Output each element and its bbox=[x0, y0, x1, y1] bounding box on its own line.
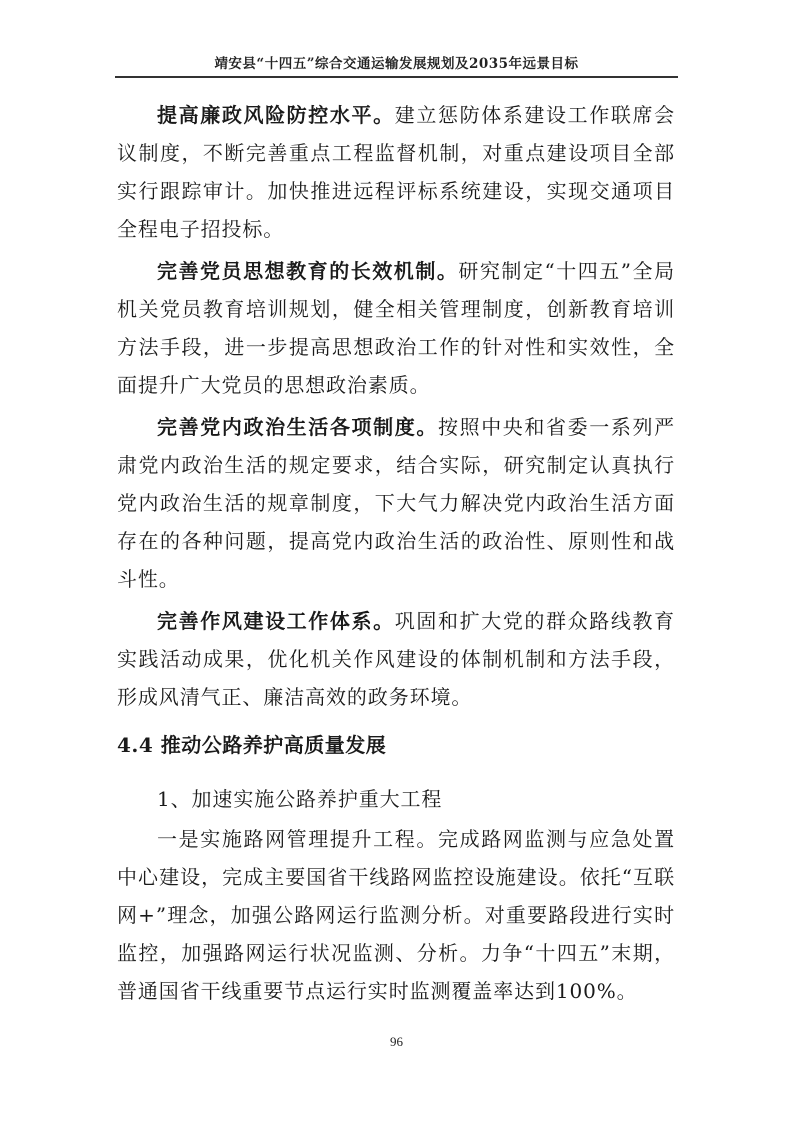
body-content bbox=[117, 96, 675, 1014]
paragraph-lead: 完善党员思想教育的长效机制。 bbox=[157, 259, 459, 283]
paragraph-lead: 提高廉政风险防控水平。 bbox=[157, 103, 395, 127]
subsection-heading: 1、加速实施公路养护重大工程 bbox=[157, 787, 443, 811]
paragraph-anti-corruption bbox=[117, 96, 675, 248]
header-rule bbox=[115, 76, 678, 78]
paragraph-road-network: 一是实施路网管理提升工程。完成路网监测与应急处置中心建设，完成主要国省干线路网监控设施建设。依托“互联网+”理念，加强公路网运行监测分析。对重要路段进行实时监控，加强路网运行状况监测、分析。力争“十四五”末期，普通国省干线重要节点运行实时监测覆盖率达到100%。 bbox=[117, 827, 675, 1003]
paragraph-lead: 完善党内政治生活各项制度。 bbox=[157, 415, 438, 439]
paragraph-body: 按照中央和省委一系列严肃党内政治生活的规定要求，结合实际，研究制定认真执行党内政治生活的规章制度，下大气力解决党内政治生活方面存在的各种问题，提高党内政治生活的政治性、原则性和战斗性。 bbox=[117, 415, 675, 591]
running-header: 靖安县“十四五”综合交通运输发展规划及2035年远景目标 bbox=[214, 56, 579, 72]
paragraph-body: 研究制定“十四五”全局机关党员教育培训规划，健全相关管理制度，创新教育培训方法手段，进一步提高思想政治工作的针对性和实效性，全面提升广大党员的思想政治素质。 bbox=[117, 259, 675, 397]
paragraph-work-style bbox=[117, 602, 675, 716]
paragraph-lead: 完善作风建设工作体系。 bbox=[157, 609, 395, 633]
page-number: 96 bbox=[390, 1034, 403, 1049]
paragraph-body: 建立惩防体系建设工作联席会议制度，不断完善重点工程监督机制，对重点建设项目全部实行跟踪审计。加快推进远程评标系统建设，实现交通项目全程电子招投标。 bbox=[117, 103, 676, 241]
paragraph-party-education bbox=[117, 252, 675, 404]
paragraph-party-life bbox=[117, 408, 675, 598]
paragraph-body: 巩固和扩大党的群众路线教育实践活动成果，优化机关作风建设的体制机制和方法手段，形成风清气正、廉洁高效的政务环境。 bbox=[117, 609, 676, 709]
section-heading: 4.4 推动公路养护高质量发展 bbox=[117, 733, 387, 757]
